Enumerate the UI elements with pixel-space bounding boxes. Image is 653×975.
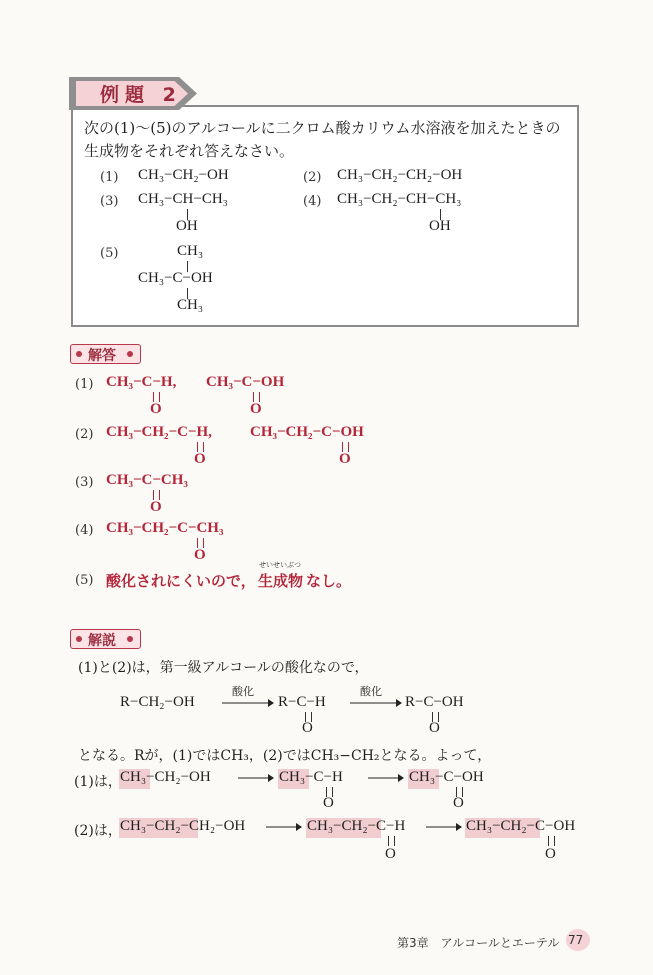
question-text: 次の(1)〜(5)のアルコールに二クロム酸カリウム水溶液を加えたときの生成物をそれぞれ答えなさい。 (84, 119, 561, 160)
row-aldehyde: CH₃−C−H (279, 769, 343, 785)
oxygen-label: O (429, 720, 440, 736)
double-bond (548, 836, 555, 846)
answer-formula: CH₃−CH₂−C−CH₃ (106, 520, 224, 536)
scheme-product: R−C−OH (405, 694, 464, 710)
row-reactant: CH₃−CH₂−CH₂−OH (120, 818, 246, 834)
oxygen-label: O (323, 795, 334, 811)
arrow-label: 酸化 (360, 685, 382, 698)
explanation-line: となる。Rが，(1)ではCH₃，(2)ではCH₃−CH₂となる。よって， (78, 748, 492, 764)
item-substituent: OH (429, 218, 451, 234)
row-label: (2)は， (74, 823, 122, 839)
arrow-icon (238, 773, 274, 783)
example-title: 例題 2 (100, 84, 182, 106)
row-label: (1)は， (74, 774, 122, 790)
answer-number: (5) (75, 573, 94, 588)
answer-heading: 解答 (88, 348, 116, 364)
item-substituent: OH (176, 218, 198, 234)
row-reactant: CH₃−CH₂−OH (120, 769, 211, 785)
oxygen-label: O (194, 547, 206, 563)
answer-text-c: なし。 (306, 572, 352, 590)
oxygen-label: O (545, 846, 556, 862)
row-acid: CH₃−CH₂−C−OH (466, 818, 576, 834)
arrow-icon (426, 822, 462, 832)
oxygen-label: O (385, 846, 396, 862)
answer-text (106, 570, 256, 591)
dot-icon (76, 636, 82, 642)
oxygen-label: O (250, 401, 262, 417)
explanation-heading: 解説 (88, 633, 116, 649)
oxygen-label: O (194, 451, 206, 467)
answer-formula: CH₃−CH₂−C−OH (250, 424, 364, 440)
answer-formula: CH₃−C−CH₃ (106, 472, 188, 488)
oxygen-label: O (453, 795, 464, 811)
answer-number: (4) (75, 523, 94, 538)
item-formula: CH₃−C−OH (138, 270, 213, 286)
dot-icon (127, 636, 133, 642)
chapter-footer: 第3章 アルコールとエーテル (397, 936, 560, 950)
oxygen-label: O (150, 401, 162, 417)
arrow-icon (368, 773, 404, 783)
arrow-icon (350, 698, 402, 708)
explanation-line: (1)と(2)は，第一級アルコールの酸化なので， (78, 660, 369, 676)
item-number: (2) (303, 170, 322, 185)
oxygen-label: O (302, 720, 313, 736)
row-acid: CH₃−C−OH (409, 769, 484, 785)
arrow-icon (266, 822, 302, 832)
answer-number: (2) (75, 427, 94, 442)
dot-icon (127, 351, 133, 357)
answer-formula: CH₃−CH₂−C−H, (106, 424, 212, 440)
item-substituent: CH₃ (177, 297, 204, 313)
oxygen-label: O (150, 499, 162, 515)
item-formula: CH₃−CH₂−OH (138, 167, 229, 183)
row-aldehyde: CH₃−CH₂−C−H (307, 818, 406, 834)
item-number: (4) (303, 194, 322, 209)
page-number: 77 (568, 933, 584, 947)
item-number: (3) (100, 194, 119, 209)
scheme-intermediate: R−C−H (278, 694, 326, 710)
item-formula: CH₃−CH₂−CH−CH₃ (337, 191, 462, 207)
arrow-label: 酸化 (232, 685, 254, 698)
answer-text-a: 酸化されにくいので， (106, 572, 256, 590)
answer-formula: CH₃−C−H, (106, 374, 177, 390)
item-formula: CH₃−CH₂−CH₂−OH (337, 167, 463, 183)
item-number: (1) (100, 170, 119, 185)
item-number: (5) (100, 246, 119, 261)
answer-text-b: 生成物 (258, 572, 304, 590)
ruby-text: せいせいぶつ (259, 561, 301, 569)
arrow-icon (222, 698, 274, 708)
oxygen-label: O (339, 451, 351, 467)
scheme-reactant: R−CH₂−OH (120, 694, 195, 710)
item-formula: CH₃−CH−CH₃ (138, 191, 228, 207)
item-substituent: CH₃ (177, 243, 204, 259)
dot-icon (76, 351, 82, 357)
answer-formula: CH₃−C−OH (206, 374, 285, 390)
double-bond (388, 836, 395, 846)
answer-number: (3) (75, 475, 94, 490)
answer-number: (1) (75, 377, 94, 392)
